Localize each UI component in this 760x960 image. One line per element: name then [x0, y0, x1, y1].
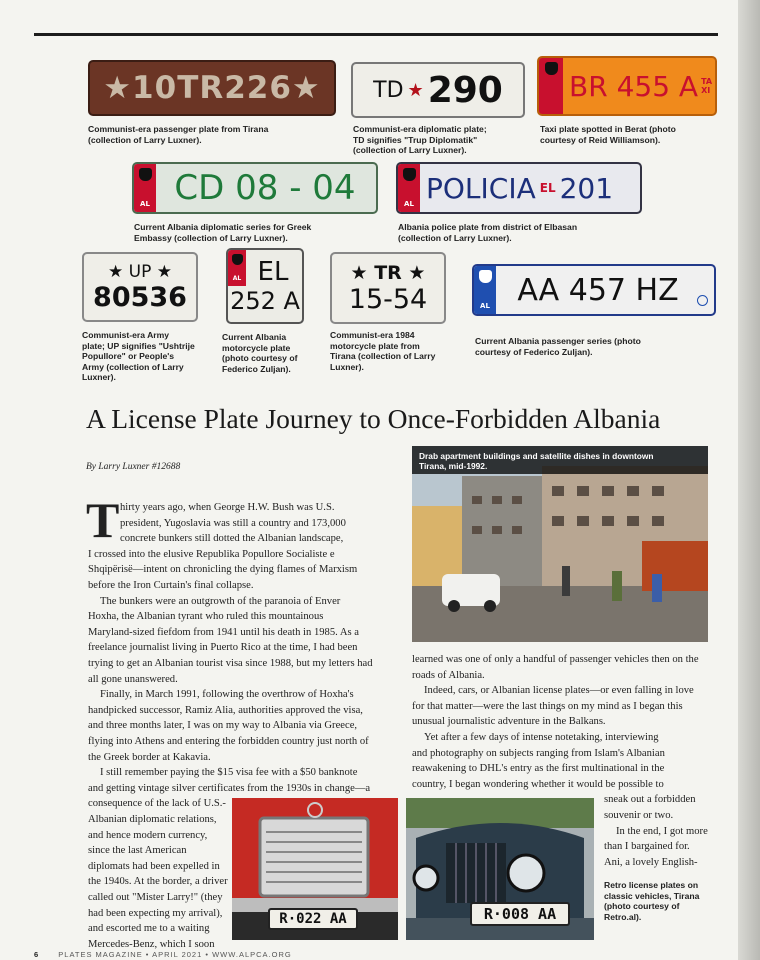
caption-plate-aa-457hz: Current Albania passenger series (photo courtesy of Federico Zuljan). [475, 336, 641, 357]
country-code: AL [480, 302, 490, 310]
eagle-icon [403, 168, 416, 181]
caption-plate-tr-15-54: Communist-era 1984 motorcycle plate from Tirana (collection of Larry Luxner). [330, 330, 436, 372]
footer-text: PLATES MAGAZINE • APRIL 2021 • WWW.ALPCA.ORG [58, 950, 292, 959]
country-code: AL [404, 200, 414, 208]
plate-bottom-line: 15-54 [348, 283, 428, 315]
plate-side-label: TA XI [701, 77, 713, 95]
article-title: A License Plate Journey to Once-Forbidden Albania [86, 403, 661, 434]
retro-photo-caption: Retro license plates on classic vehicles, Tirana (photo courtesy of Retro.al). [604, 880, 700, 922]
plate-top-line: EL [257, 257, 289, 287]
plate-td-290 [351, 62, 525, 118]
albania-flag-band [539, 58, 563, 114]
plate-prefix: TD [373, 77, 404, 103]
caption-plate-br-455a: Taxi plate spotted in Berat (photo courtesy of Reid Williamson). [540, 124, 676, 145]
caption-plate-up-80536: Communist-era Army plate; UP signifies "Ushtrije Popullore" or People's Army (collection of Larry Luxner). [82, 330, 195, 382]
street-photo [412, 446, 708, 642]
car-plate-text: R·008 AA [483, 905, 557, 923]
albania-flag-band [228, 250, 246, 286]
car-plate-008 [470, 902, 570, 926]
plate-text: POLICIA [426, 171, 536, 205]
eu-style-band [474, 266, 496, 314]
plate-bottom-line: 80536 [93, 281, 187, 313]
byline: By Larry Luxner #12688 [86, 462, 181, 472]
plate-text: AA 457 HZ [517, 272, 679, 308]
plate-br-455a-taxi [537, 56, 717, 116]
plate-text: BR 455 A [569, 69, 699, 103]
albania-flag-band [398, 164, 420, 212]
caption-plate-td-290: Communist-era diplomatic plate; TD signifies "Trup Diplomatik" (collection of Larry Luxner). [353, 124, 487, 155]
plate-text: CD 08 - 04 [174, 168, 356, 208]
plate-policia-201 [396, 162, 642, 214]
plate-number: 201 [559, 171, 614, 205]
plate-top-line: ★ TR ★ [350, 261, 426, 284]
plate-bottom-line: 252 A [230, 287, 300, 315]
page-edge-shadow [738, 0, 760, 960]
caption-plate-10tr226: Communist-era passenger plate from Tirana (collection of Larry Luxner). [88, 124, 269, 145]
star-icon: ★ [407, 79, 424, 101]
albania-flag-band [134, 164, 156, 212]
page-footer [34, 950, 292, 959]
eagle-icon [545, 62, 558, 75]
car-plate-text: R·022 AA [279, 911, 347, 927]
vintage-car-photo [406, 798, 594, 940]
plate-up-80536 [82, 252, 198, 322]
magazine-page: ★10TR226★ Communist-era passenger plate from Tirana (collection of Larry Luxner). TD ★ 290 Communist-era diplomatic plate; TD signifies "Trup Diplomatik" (collection of Larry Luxner). BR 455 A TA XI Taxi plate spotted in Berat (photo courtesy of Reid Williamson). AL CD 08 - 04 Current Albania diplomatic series for Greek Embassy (collection of Larry Luxner). AL POLICIA EL 201 Albania police plate from district of Elbasan (collection of Larry Luxner). ★ UP ★ 80536 Communist-era Army plate; UP signifies "Ushtrije Popullore" or People's Army (collection of Larry Luxner). AL EL 252 A Current Albania motorcycle plate (photo courtesy of Federico Zuljan). ★ TR ★ 15-54 Communist-era 1984 motorcycle plate from Tirana (collection of Larry Luxner). AL AA 457 HZ Current Albania passenger series (photo courtesy of Federico Zuljan). A License Plate Journey to Once-Forbidden Albania By Larry Luxner #12688 T hirty years ago, when George H.W. Bush was U.S. president, Yugoslavia was still a country and 173,000 concrete bunkers still dotted the Albanian landscape, I crossed into the elusive Republika Popullore Socialiste e Shqipërisë—intent on chronicling the dying flames of Marxism before the Iron Curtain's final collapse. The bunkers were an outgrowth of the paranoia of Enver Hoxha, the Albanian tyrant who ruled this mountainous Maryland-sized fiefdom from 1941 until his death in 1985. As a freelance journalist living in Puerto Rico at the time, I had been trying to get an Albanian tourist visa since 1988, but my letters had all gone unanswered. Finally, in March 1991, following the overthrow of Hoxha's handpicked successor, Ramiz Alia, authorities approved the visa, and three months later, I was on my way to Albania via Greece, flying into Athens and entering the forbidden country just north of the Greek border at Kakavia. I still remember paying the $15 visa fee with a $50 banknote and getting vintage silver certificates from the 1930s in change—a consequence of the lack of U.S.- Albanian diplomatic relations, and hence modern currency, since the last American diplomats had been expelled in the 1940s. At the border, a driver called out "Mister Larry!" (they had been expecting my arrival), and escorted me to a waiting Mercedes-Benz, which I soon Drab apartment buildings and satellite dishes in downtown Tirana, mid-1992. learned was one of only a handful of passenger vehicles then on the roads of Albania. Indeed, cars, or Albanian license plates—or even falling in love for that matter—were the last things on my mind as I began this unusual journalistic adventure in the Balkans. Yet after a few days of intense notetaking, interviewing and photography on subjects ranging from Islam's Albanian reawakening to DHL's entry as the first multinational in the country, I began wondering whether it would be possible to sneak out a forbidden souvenir or two. In the end, I got more than I bargained for. Ani, a lovely English- R·022 AA R·008 AA Retro license plates on classic vehicles, Tirana (photo courtesy of Retro.al). 6 PLATES MAGAZINE • APRIL 2021 • WWW.ALPCA.ORG [0, 0, 760, 960]
eagle-icon [479, 270, 492, 283]
circle-icon [697, 295, 708, 306]
eagle-icon [139, 168, 152, 181]
caption-plate-policia: Albania police plate from district of Elbasan (collection of Larry Luxner). [398, 222, 578, 243]
mercedes-photo [232, 798, 398, 940]
plate-top-line: ★ UP ★ [108, 261, 172, 282]
district-code: EL [539, 181, 556, 195]
page-number: 6 [34, 950, 40, 959]
country-code: AL [232, 275, 242, 282]
plate-aa-457hz [472, 264, 716, 316]
car-plate-022 [268, 908, 358, 930]
caption-plate-cd-08-04: Current Albania diplomatic series for Greek Embassy (collection of Larry Luxner). [134, 222, 312, 243]
eagle-icon [232, 254, 243, 265]
plate-cd-08-04 [132, 162, 378, 214]
top-rule [34, 33, 718, 36]
plate-el-252a [226, 248, 304, 324]
street-photo-caption: Drab apartment buildings and satellite dishes in downtown Tirana, mid-1992. [412, 446, 708, 474]
plate-tr-15-54 [330, 252, 446, 324]
plate-10tr226 [88, 60, 336, 116]
street-scene-illustration [412, 446, 708, 642]
plate-text: ★10TR226★ [103, 70, 321, 106]
drop-cap: T [86, 492, 120, 548]
caption-plate-el-252a: Current Albania motorcycle plate (photo courtesy of Federico Zuljan). [222, 332, 298, 374]
plate-number: 290 [427, 69, 503, 111]
country-code: AL [140, 200, 150, 208]
